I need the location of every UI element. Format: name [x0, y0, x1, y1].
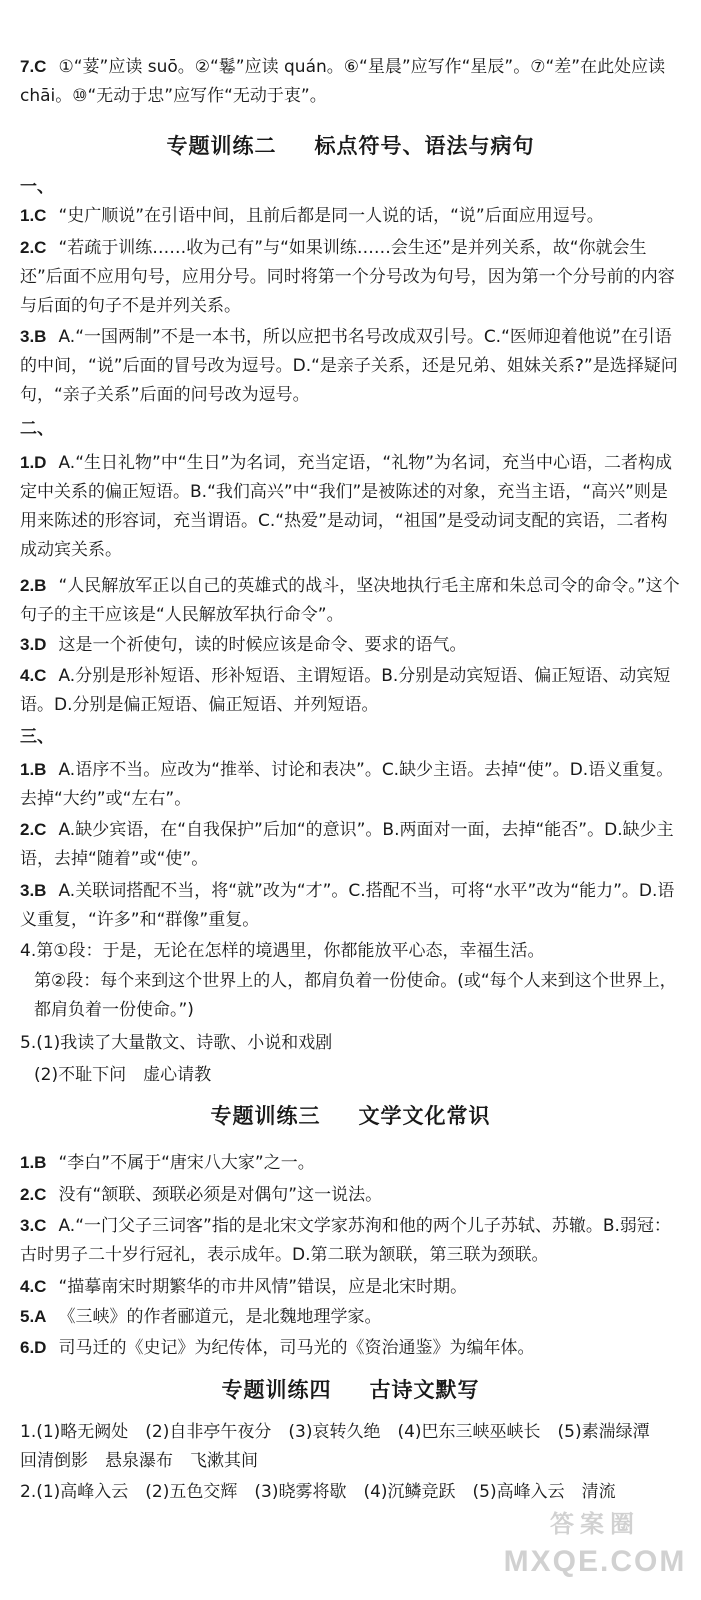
answer-d3: [20, 1211, 682, 1270]
watermark-domain: MXQE.COM: [503, 1545, 687, 1578]
answer-text: “李白”不属于“唐宋八大家”之一。: [58, 1153, 315, 1173]
answer-text: A.“一门父子三词客”指的是北宋文学家苏洵和他的两个儿子苏轼、苏辙。B.弱冠：古时男子二十岁行冠礼，表示成年。D.第二联为颔联，第三联为颈联。: [20, 1216, 671, 1265]
answer-number: 3.D: [20, 635, 47, 654]
answer-e2: 2.(1)高峰入云 (2)五色交辉 (3)晓雾将歇 (4)沉鳞竞跃 (5)高峰入云 清流: [20, 1482, 616, 1502]
answer-number: 4.C: [20, 1277, 47, 1296]
subsection-1: 一、: [20, 177, 54, 197]
answer-e1: 1.(1)略无阙处 (2)自非亭午夜分 (3)哀转久绝 (4)巴东三峡巫峡长 (5)素湍绿潭 回清倒影 悬泉瀑布 飞漱其间: [20, 1422, 667, 1471]
answer-c4-part1: 4.第①段：于是，无论在怎样的境遇里，你都能放平心态，幸福生活。: [20, 941, 545, 961]
answer-b3: [20, 630, 682, 660]
title-main: 专题训练三: [210, 1104, 321, 1128]
answer-a1: [20, 201, 682, 231]
answer-c5-part2: (2)不耻下问 虚心请教: [34, 1065, 212, 1085]
answer-a3: [20, 322, 682, 410]
answer-number: 5.A: [20, 1307, 47, 1326]
answer-a2: [20, 233, 682, 321]
answer-number: 6.D: [20, 1338, 47, 1357]
answer-text: “描摹南宋时期繁华的市井风情”错误，应是北宋时期。: [58, 1277, 468, 1297]
answer-text: A.缺少宾语，在“自我保护”后加“的意识”。B.两面对一面，去掉“能否”。D.缺少主语，去掉“随着”或“使”。: [20, 820, 674, 869]
answer-text: A.分别是形补短语、形补短语、主谓短语。B.分别是动宾短语、偏正短语、动宾短语。D.分别是偏正短语、偏正短语、并列短语。: [20, 666, 671, 715]
answer-text: 司马迁的《史记》为纪传体，司马光的《资治通鉴》为编年体。: [58, 1338, 535, 1358]
subsection-3: 三、: [20, 727, 54, 747]
answer-number: 2.B: [20, 576, 47, 595]
answer-number: 2.C: [20, 1185, 47, 1204]
answer-text: ①“荽”应读 suō。②“鬈”应读 quán。⑥“星晨”应写作“星辰”。⑦“差”在此处应读 chāi。⑩“无动于忠”应写作“无动于衷”。: [20, 57, 666, 106]
section-title-3: [0, 1100, 701, 1130]
answer-text: “若疏于训练……收为己有”与“如果训练……会生还”是并列关系，故“你就会生还”后面不应用句号，应用分号。同时将第一个分号改为句号，因为第一个分号前的内容与后面的句子不是并列关系。: [20, 238, 675, 316]
watermark-logo: [500, 1498, 690, 1598]
title-sub: 文学文化常识: [358, 1104, 491, 1128]
answer-b1: [20, 448, 682, 565]
answer-number: 1.B: [20, 1153, 47, 1172]
answer-c3: [20, 876, 682, 935]
answer-number: 3.B: [20, 881, 47, 900]
answer-number: 2.C: [20, 238, 47, 257]
section-title-2: [0, 130, 701, 160]
answer-number: 1.B: [20, 760, 47, 779]
answer-number: 7.C: [20, 57, 47, 76]
answer-text: 这是一个祈使句，读的时候应该是命令、要求的语气。: [58, 635, 467, 655]
answer-b2: [20, 571, 682, 630]
section-title-4: [0, 1374, 701, 1404]
answer-number: 1.C: [20, 206, 47, 225]
subsection-2: 二、: [20, 419, 54, 439]
answer-text: “史广顺说”在引语中间，且前后都是同一人说的话，“说”后面应用逗号。: [58, 206, 604, 226]
answer-number: 1.D: [20, 453, 47, 472]
answer-b4: [20, 661, 682, 720]
answer-c5-part1: 5.(1)我读了大量散文、诗歌、小说和戏剧: [20, 1033, 333, 1053]
answer-text: A.关联词搭配不当，将“就”改为“才”。C.搭配不当，可将“水平”改为“能力”。D.语义重复，“许多”和“群像”重复。: [20, 881, 675, 930]
answer-d1: [20, 1148, 682, 1178]
title-main: 专题训练二: [166, 134, 277, 158]
answer-d4: [20, 1272, 682, 1302]
answer-d6: [20, 1333, 682, 1363]
answer-number: 3.C: [20, 1216, 47, 1235]
title-sub: 古诗文默写: [369, 1378, 480, 1402]
answer-c2: [20, 815, 682, 874]
answer-c1: [20, 755, 682, 814]
answer-number: 2.C: [20, 820, 47, 839]
answer-7c: [20, 52, 682, 111]
answer-d5: [20, 1302, 682, 1332]
answer-c4-part2: 第②段：每个来到这个世界上的人，都肩负着一份使命。(或“每个人来到这个世界上，都肩负着一份使命。”): [34, 971, 677, 1020]
answer-d2: [20, 1180, 682, 1210]
answer-text: A.“一国两制”不是一本书，所以应把书名号改成双引号。C.“医师迎着他说”在引语的中间，“说”后面的冒号改为逗号。D.“是亲子关系，还是兄弟、姐妹关系?”是选择疑问句，“亲子关系”后面的问号改为逗号。: [20, 327, 678, 405]
answer-text: A.“生日礼物”中“生日”为名词，充当定语，“礼物”为名词，充当中心语，二者构成定中关系的偏正短语。B.“我们高兴”中“我们”是被陈述的对象，充当主语，“高兴”则是用来陈述的形容词，充当谓语。C.“热爱”是动词，“祖国”是受动词支配的宾语，二者构成动宾关系。: [20, 453, 673, 560]
answer-text: 《三峡》的作者郦道元，是北魏地理学家。: [58, 1307, 382, 1327]
answer-text: “人民解放军正以自己的英雄式的战斗，坚决地执行毛主席和朱总司令的命令。”这个句子的主干应该是“人民解放军执行命令”。: [20, 576, 680, 625]
title-main: 专题训练四: [221, 1378, 332, 1402]
answer-number: 3.B: [20, 327, 47, 346]
title-sub: 标点符号、语法与病句: [314, 134, 535, 158]
answer-number: 4.C: [20, 666, 47, 685]
watermark-title: 答案圈: [550, 1510, 640, 1538]
answer-text: 没有“颔联、颈联必须是对偶句”这一说法。: [58, 1185, 383, 1205]
answer-text: A.语序不当。应改为“推举、讨论和表决”。C.缺少主语。去掉“使”。D.语义重复。去掉“大约”或“左右”。: [20, 760, 674, 809]
